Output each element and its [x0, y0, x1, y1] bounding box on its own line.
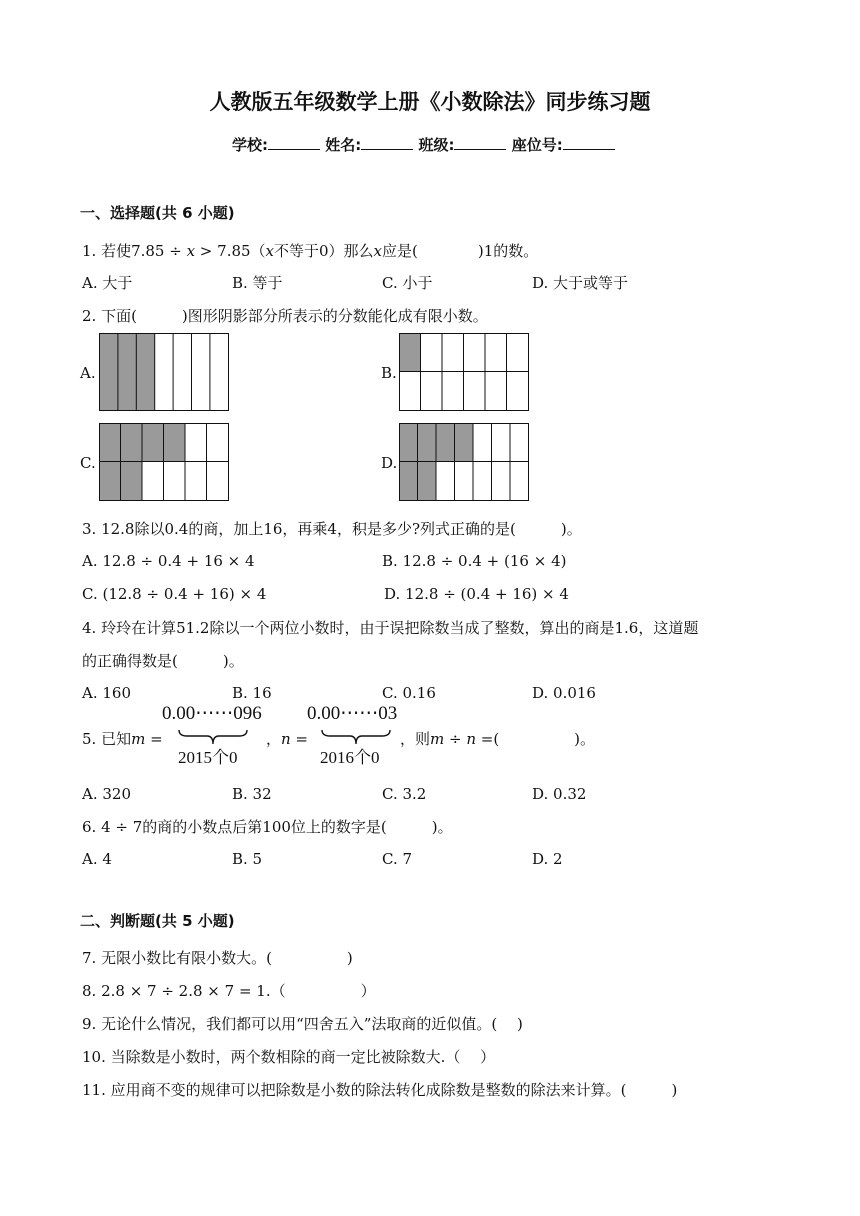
- q4-option-c[interactable]: C. 0.16: [382, 684, 436, 702]
- q5-option-d[interactable]: D. 0.32: [532, 785, 587, 803]
- q6-option-d[interactable]: D. 2: [532, 850, 563, 868]
- q1-option-c[interactable]: C. 小于: [382, 274, 433, 292]
- question-4-stem-line1: 4. 玲玲在计算51.2除以一个两位小数时，由于误把除数当成了整数，算出的商是1.6，这道题: [82, 619, 699, 637]
- figure-a-grid: [99, 333, 229, 411]
- q5-option-b[interactable]: B. 32: [232, 785, 272, 803]
- q2-option-c[interactable]: C.: [80, 454, 96, 472]
- q5-option-c[interactable]: C. 3.2: [382, 785, 427, 803]
- q2-option-b[interactable]: B.: [381, 364, 397, 382]
- n-number: 0.00⋯⋯03: [307, 703, 398, 724]
- question-10: 10. 当除数是小数时，两个数相除的商一定比被除数大.（ ）: [82, 1048, 496, 1066]
- class-label: 班级:: [418, 136, 455, 154]
- m-zero-count: 2015个0: [178, 748, 238, 767]
- q3-option-c[interactable]: C. (12.8 ÷ 0.4 + 16) × 4: [82, 585, 267, 603]
- question-6-stem: 6. 4 ÷ 7的商的小数点后第100位上的数字是( )。: [82, 818, 453, 836]
- m-underbrace: [177, 728, 249, 748]
- figure-b-grid: [399, 333, 529, 411]
- question-8: 8. 2.8 × 7 ÷ 2.8 × 7 = 1.（ ）: [82, 982, 376, 1000]
- question-5-mid: ，𝑛 =: [266, 730, 308, 748]
- q4-option-b[interactable]: B. 16: [232, 684, 272, 702]
- q3-option-d[interactable]: D. 12.8 ÷ (0.4 + 16) × 4: [384, 585, 569, 603]
- figure-d-grid: [399, 423, 529, 501]
- seat-label: 座位号:: [511, 136, 563, 154]
- q6-option-b[interactable]: B. 5: [232, 850, 263, 868]
- n-zero-count: 2016个0: [320, 748, 380, 767]
- question-9: 9. 无论什么情况，我们都可以用“四舍五入”法取商的近似值。( ): [82, 1015, 523, 1033]
- question-2-stem: 2. 下面( )图形阴影部分所表示的分数能化成有限小数。: [82, 307, 488, 325]
- question-1-stem: 1. 若使7.85 ÷ 𝑥 > 7.85（𝑥不等于0）那么𝑥应是( )1的数。: [82, 242, 539, 260]
- q2-option-d[interactable]: D.: [381, 454, 398, 472]
- figure-c-grid: [99, 423, 229, 501]
- q3-option-a[interactable]: A. 12.8 ÷ 0.4 + 16 × 4: [82, 552, 255, 570]
- q2-option-a[interactable]: A.: [80, 364, 96, 382]
- name-label: 姓名:: [325, 136, 362, 154]
- school-label: 学校:: [232, 136, 268, 154]
- question-3-stem: 3. 12.8除以0.4的商，加上16，再乘4，积是多少?列式正确的是( )。: [82, 520, 582, 538]
- student-info-line: [232, 135, 615, 155]
- question-5-suffix: ，则𝑚 ÷ 𝑛 =( )。: [400, 730, 596, 748]
- section-heading-judgement: 二、判断题(共 5 小题): [80, 912, 235, 930]
- q4-option-d[interactable]: D. 0.016: [532, 684, 596, 702]
- question-11: 11. 应用商不变的规律可以把除数是小数的除法转化成除数是整数的除法来计算。( ): [82, 1081, 678, 1099]
- section-heading-choice: 一、选择题(共 6 小题): [80, 204, 235, 222]
- class-blank[interactable]: [454, 135, 506, 150]
- q5-option-a[interactable]: A. 320: [82, 785, 131, 803]
- q4-option-a[interactable]: A. 160: [82, 684, 131, 702]
- q1-option-b[interactable]: B. 等于: [232, 274, 283, 292]
- q1-option-a[interactable]: A. 大于: [82, 274, 133, 292]
- q6-option-c[interactable]: C. 7: [382, 850, 413, 868]
- name-blank[interactable]: [361, 135, 413, 150]
- question-7: 7. 无限小数比有限小数大。( ): [82, 949, 353, 967]
- school-blank[interactable]: [268, 135, 320, 150]
- q6-option-a[interactable]: A. 4: [82, 850, 112, 868]
- page-title: 人教版五年级数学上册《小数除法》同步练习题: [209, 90, 651, 114]
- q3-option-b[interactable]: B. 12.8 ÷ 0.4 + (16 × 4): [382, 552, 567, 570]
- n-underbrace: [320, 728, 392, 748]
- question-4-stem-line2: 的正确得数是( )。: [82, 652, 244, 670]
- question-5-prefix: 5. 已知𝑚 =: [82, 730, 163, 748]
- m-number: 0.00⋯⋯096: [162, 703, 262, 724]
- q1-option-d[interactable]: D. 大于或等于: [532, 274, 629, 292]
- seat-blank[interactable]: [563, 135, 615, 150]
